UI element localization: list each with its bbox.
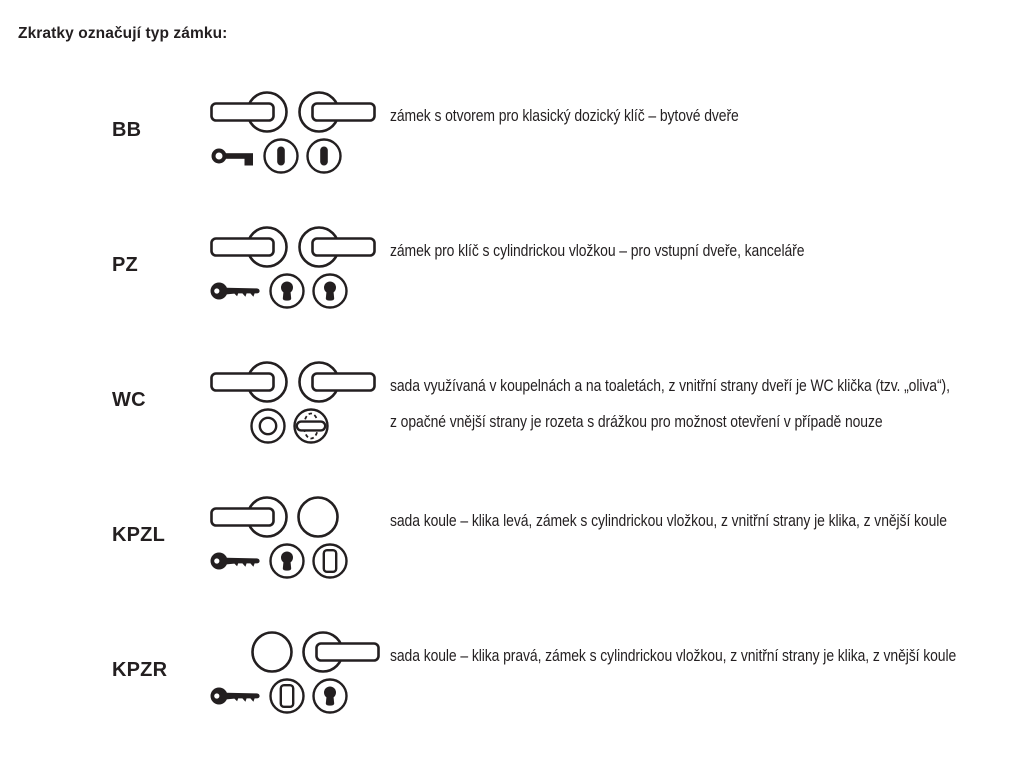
cylinder-key-icon: [210, 549, 262, 573]
lock-code-label: KPZL: [112, 523, 166, 546]
lever-handle-right-icon: [296, 360, 376, 404]
bb-keyhole-rosette-icon: [263, 138, 299, 174]
lock-description: [390, 360, 1011, 440]
description-line: z opačné vnější strany je rozeta s drážkou pro možnost otevření v případě nouze: [390, 412, 883, 431]
lock-code-label: PZ: [112, 253, 138, 276]
pz-keyhole-rosette-icon: [312, 273, 348, 309]
blind-rosette-icon: [269, 678, 305, 714]
lever-handle-left-icon: [210, 225, 290, 269]
lock-icon-set: [200, 630, 390, 714]
knob-icon: [250, 630, 294, 674]
lock-icon-set: [200, 495, 390, 579]
lever-handle-left-icon: [210, 360, 290, 404]
lock-description: [390, 225, 1011, 269]
row-pz: [0, 225, 1011, 360]
lock-description: [390, 90, 1011, 134]
pz-keyhole-rosette-icon: [312, 678, 348, 714]
cylinder-key-icon: [210, 684, 262, 708]
bit-key-icon: [210, 144, 256, 168]
slot-rosette-icon: [250, 408, 286, 444]
lock-code-label: WC: [112, 388, 146, 411]
lever-handle-left-icon: [210, 90, 290, 134]
knob-icon: [296, 495, 340, 539]
description-line: sada koule – klika levá, zámek s cylindrickou vložkou, z vnitřní strany je klika, z vnější koule: [390, 511, 947, 530]
olive-turn-rosette-icon: [293, 408, 329, 444]
cylinder-key-icon: [210, 279, 262, 303]
row-kpzl: [0, 495, 1011, 630]
lock-icon-set: [200, 360, 390, 444]
row-kpzr: [0, 630, 1011, 765]
lock-icon-set: [200, 225, 390, 309]
lock-code-label: BB: [112, 118, 142, 141]
page-title: Zkratky označují typ zámku:: [18, 25, 228, 42]
lock-type-legend: [0, 90, 1011, 765]
row-bb: [0, 90, 1011, 225]
lock-description: [390, 495, 1011, 539]
pz-keyhole-rosette-icon: [269, 543, 305, 579]
bb-keyhole-rosette-icon: [306, 138, 342, 174]
lock-description: [390, 630, 1011, 674]
row-wc: [0, 360, 1011, 495]
lock-icon-set: [200, 90, 390, 174]
lever-handle-left-icon: [210, 495, 290, 539]
lever-handle-right-icon: [300, 630, 380, 674]
description-line: zámek s otvorem pro klasický dozický klíč – bytové dveře: [390, 106, 739, 125]
lever-handle-right-icon: [296, 90, 376, 134]
description-line: sada koule – klika pravá, zámek s cylindrickou vložkou, z vnitřní strany je klika, z vnější koule: [390, 646, 957, 665]
lever-handle-right-icon: [296, 225, 376, 269]
blind-rosette-icon: [312, 543, 348, 579]
lock-code-label: KPZR: [112, 658, 168, 681]
pz-keyhole-rosette-icon: [269, 273, 305, 309]
description-line: sada využívaná v koupelnách a na toaletách, z vnitřní strany dveří je WC klička (tzv. „oliva“),: [390, 376, 950, 395]
description-line: zámek pro klíč s cylindrickou vložkou – pro vstupní dveře, kanceláře: [390, 241, 805, 260]
